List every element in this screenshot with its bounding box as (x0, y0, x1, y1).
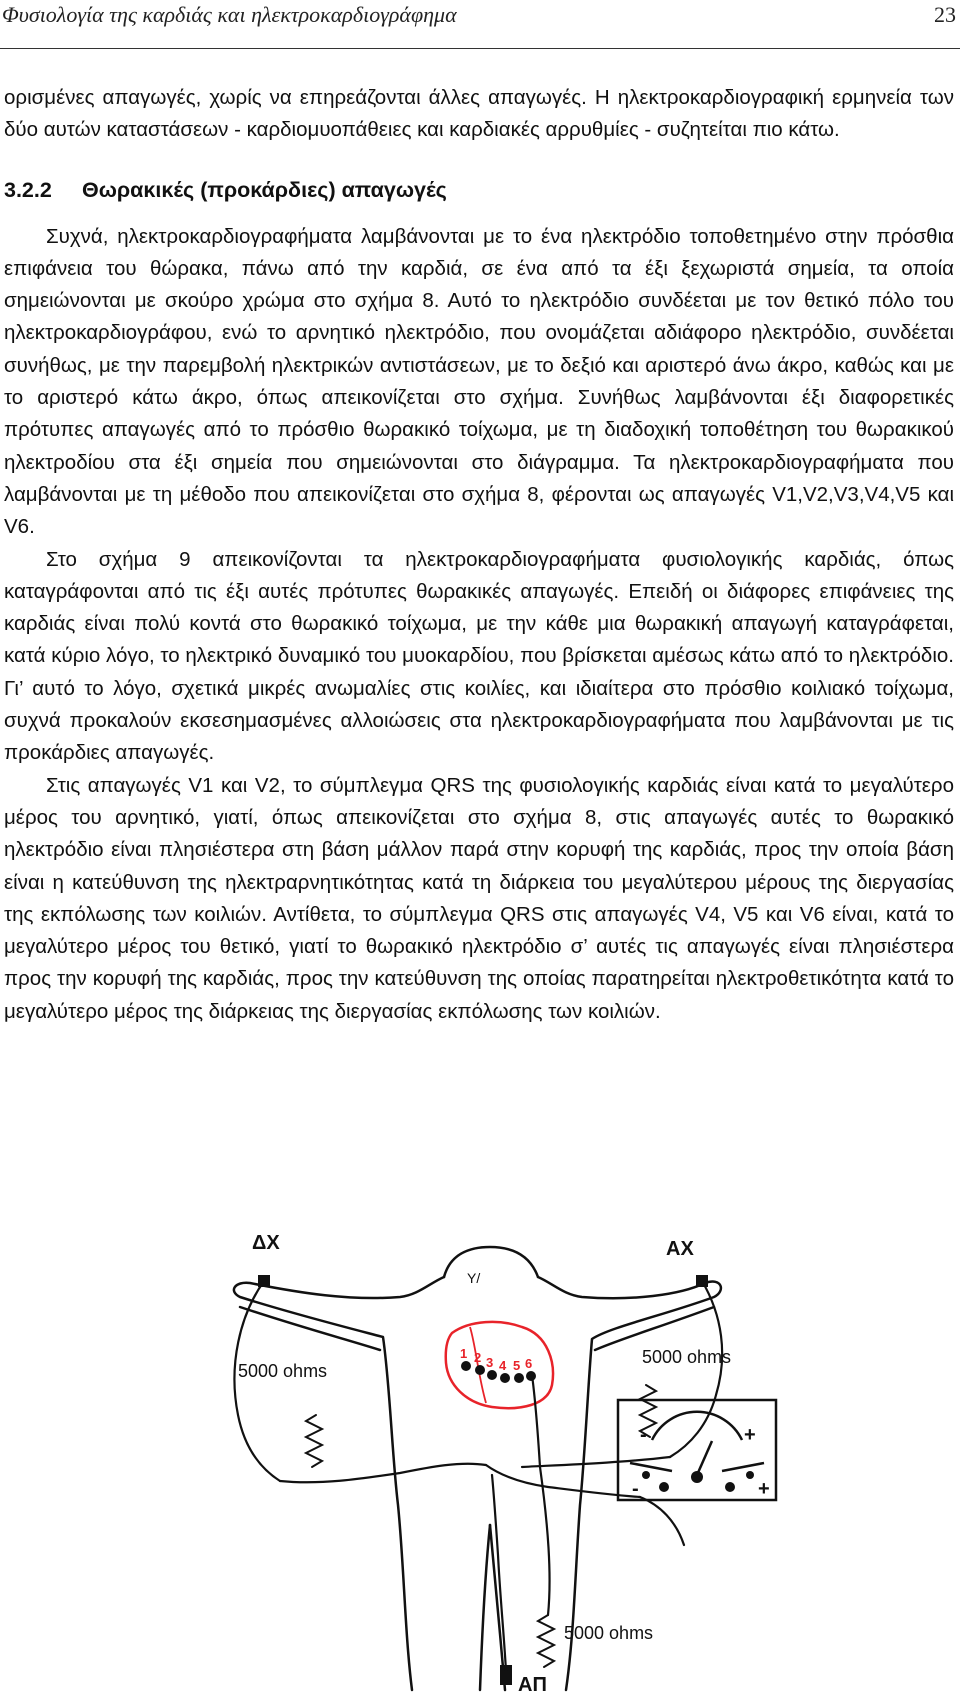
label-left-leg: ΑΠ (518, 1674, 547, 1696)
electrode-label: 2 (474, 1350, 482, 1365)
page-number: 23 (934, 2, 956, 27)
meter-plus-sign: + (744, 1424, 756, 1446)
figure-chest-leads (0, 1235, 960, 1696)
resistor-label-left: 5000 ohms (238, 1361, 328, 1381)
paragraph-2: Συχνά, ηλεκτροκαρδιογραφήματα λαμβάνονται με το ένα ηλεκτρόδιο τοποθετημένο στην πρόσθια επιφάνεια του θώρακα, πάνω από την καρδιά, σε ένα από τα έξι ξεχωριστά σημεία, τα οποία σημειώνονται με σκούρο χρώμα στο σχήμα 8. Αυτό το ηλεκτρόδιο συνδέεται με τον θετικό πόλο του ηλεκτροκαρδιογράφου, ενώ το αρνητικό ηλεκτρόδιο, που ονομάζεται αδιάφορο ηλεκτρόδιο, συνδέεται συνήθως, με την παρεμβολή ηλεκτρικών αντιστάσεων, με το δεξιό και αριστερό άνω άκρο, καθώς και με το αριστερό κάτω άκρο, όπως απεικονίζεται στο σχήμα. Συνήθως λαμβάνονται έξι διαφορετικές πρότυπες απαγωγές από το πρόσθιο θωρακικό τοίχωμα, με τη διαδοχική τοποθέτηση του θωρακικού ηλεκτροδίου στα έξι σημεία που σημειώνονται στο διάγραμμα. Τα ηλεκτροκαρδιογραφήματα που λαμβάνονται με τη μέθοδο που απεικονίζεται στο σχήμα 8, φέρονται ως απαγωγές V1,V2,V3,V4,V5 και V6. (4, 224, 954, 539)
electrode-label: 5 (513, 1358, 521, 1373)
meter-minus-sign: - (640, 1424, 647, 1446)
meter-minus-sign: - (632, 1478, 639, 1500)
section-number: 3.2.2 (4, 177, 52, 202)
paragraph-3: Στο σχήμα 9 απεικονίζονται τα ηλεκτροκαρδιογραφήματα φυσιολογικής καρδιάς, όπως καταγράφονται από τις έξι αυτές πρότυπες θωρακικές απαγωγές. Επειδή οι διάφορες επιφάνειες της καρδιάς είναι πολύ κοντά στο θωρακικό τοίχωμα, με την κάθε μια θωρακική απαγωγή καταγράφεται, κατά κύριο λόγο, το ηλεκτρικό δυναμικό του μυοκαρδίου, που βρίσκεται αμέσως κάτω από το ηλεκτρόδιο. Γι’ αυτό το λόγο, σχετικά μικρές ανωμαλίες στις κοιλίες, και ιδιαίτερα στο πρόσθιο κοιλιακό τοίχωμα, συχνά προκαλούν εκσεσημασμένες αλλοιώσεις στα ηλεκτροκαρδιογραφήματα που λαμβάνονται με τις προκάρδιες απαγωγές. (4, 547, 954, 765)
chest-leads-diagram (0, 1235, 960, 1696)
electrode-label: 4 (499, 1358, 507, 1373)
label-left-arm: ΑΧ (666, 1238, 694, 1260)
section-title: Θωρακικές (προκάρδιες) απαγωγές (82, 177, 447, 202)
electrode-label: 3 (486, 1355, 494, 1370)
running-header (0, 0, 960, 49)
paragraph-4: Στις απαγωγές V1 και V2, το σύμπλεγμα QRS της φυσιολογικής καρδιάς είναι κατά το μεγαλύτερο μέρος του αρνητικό, γιατί, όπως απεικονίζεται στο σχήμα 8, στις απαγωγές αυτές το θωρακικό ηλεκτρόδιο είναι πλησιέστερα στη βάση μάλλον παρά στην κορυφή της καρδιάς, προς την οποία βάση είναι η κατεύθυνση της ηλεκτραρνητικότητας κατά τη διάρκεια του μεγαλύτερου μέρους της διεργασίας της εκπόλωσης των κοιλιών. Αντίθετα, το σύμπλεγμα QRS στις απαγωγές V4, V5 και V6 είναι, κατά το μεγαλύτερο μέρος του θετικό, γιατί το θωρακικό ηλεκτρόδιο σ’ αυτές τις απαγωγές είναι πλησιέστερα προς την κορυφή της καρδιάς, προς την κατεύθυνση της οποίας παρατηρείται ηλεκτροθετικότητα κατά το μεγαλύτερο μέρος της διάρκειας της διεργασίας εκπόλωσης των κοιλιών. (4, 773, 954, 1023)
running-header-title: Φυσιολογία της καρδιάς και ηλεκτροκαρδιογράφημα (2, 2, 457, 27)
section-heading (4, 175, 954, 205)
meter-plus-sign: + (758, 1478, 770, 1500)
label-right-arm: ΔΧ (252, 1235, 280, 1254)
paragraph-1: ορισμένες απαγωγές, χωρίς να επηρεάζονται άλλες απαγωγές. Η ηλεκτροκαρδιογραφική ερμηνεία των δύο αυτών καταστάσεων - καρδιομυοπάθειες και καρδιακές αρρυθμίες - συζητείται πιο κάτω. (4, 86, 954, 142)
body-text (4, 82, 954, 1028)
electrode-label: 6 (525, 1356, 533, 1371)
label-neck: Υ/ (467, 1270, 481, 1286)
resistor-label-leg: 5000 ohms (564, 1623, 654, 1643)
meter-terminals (642, 1471, 754, 1492)
electrode-label: 1 (460, 1346, 468, 1361)
resistor-label-right: 5000 ohms (642, 1347, 732, 1367)
